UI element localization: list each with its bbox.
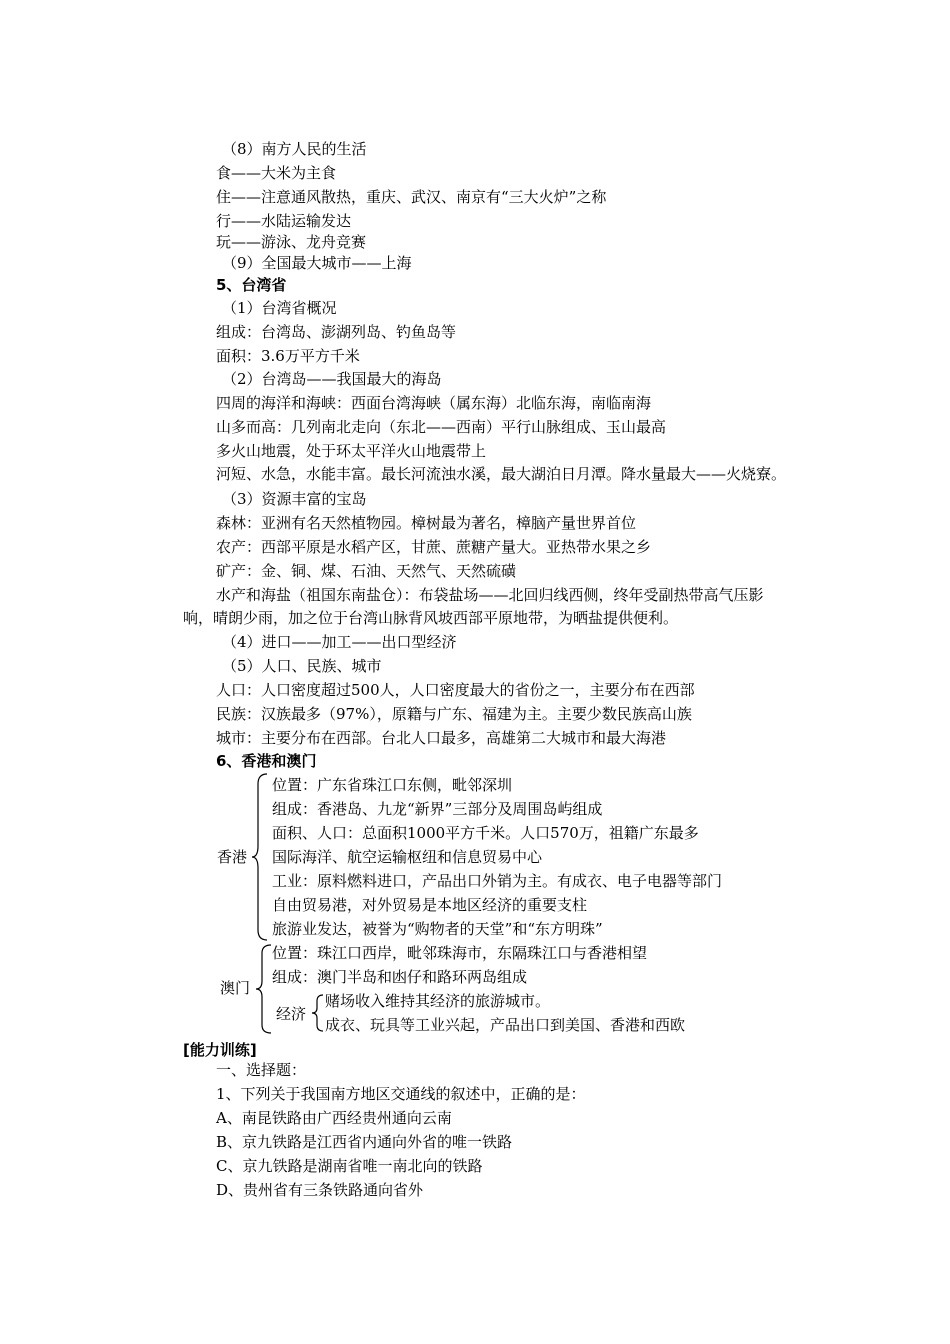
text-line: 森林：亚洲有名天然植物园。樟树最为著名，樟脑产量世界首位 — [216, 514, 637, 532]
hk-brace — [252, 772, 272, 942]
text-line: 住——注意通风散热，重庆、武汉、南京有“三大火炉”之称 — [216, 188, 607, 206]
subsection-heading: （2）台湾岛——我国最大的海岛 — [222, 370, 442, 388]
taiwan-heading: 5、台湾省 — [216, 276, 287, 294]
hk-item: 旅游业发达，被誉为“购物者的天堂”和“东方明珠” — [272, 920, 603, 938]
section-heading: （8）南方人民的生活 — [222, 140, 367, 158]
subsection-heading: （1）台湾省概况 — [222, 299, 337, 317]
text-line: 民族：汉族最多（97%），原籍与广东、福建为主。主要少数民族高山族 — [216, 705, 692, 723]
hk-item: 面积、人口：总面积1000平方千米。人口570万，祖籍广东最多 — [272, 824, 699, 842]
economy-label: 经济 — [276, 1005, 307, 1023]
hk-item: 国际海洋、航空运输枢纽和信息贸易中心 — [272, 848, 543, 866]
question: 1、下列关于我国南方地区交通线的叙述中，正确的是： — [216, 1085, 586, 1103]
subsection-heading: （5）人口、民族、城市 — [222, 657, 382, 675]
text-line: 河短、水急，水能丰富。最长河流浊水溪，最大湖泊日月潭。降水量最大——火烧寮。 — [216, 465, 787, 483]
economy-brace — [312, 993, 326, 1033]
text-line: 城市：主要分布在西部。台北人口最多，高雄第二大城市和最大海港 — [216, 729, 667, 747]
text-line: 行——水陆运输发达 — [216, 212, 352, 230]
hk-item: 自由贸易港，对外贸易是本地区经济的重要支柱 — [272, 896, 588, 914]
text-line: 人口：人口密度超过500人，人口密度最大的省份之一，主要分布在西部 — [216, 681, 695, 699]
text-line: 食——大米为主食 — [216, 164, 337, 182]
hk-item: 工业：原料燃料进口，产品出口外销为主。有成衣、电子电器等部门 — [272, 872, 723, 890]
text-line: 玩——游泳、龙舟竞赛 — [216, 233, 367, 251]
text-line: 面积：3.6万平方千米 — [216, 347, 360, 365]
macau-item: 位置：珠江口西岸，毗邻珠海市，东隔珠江口与香港相望 — [272, 944, 648, 962]
subsection-heading: （3）资源丰富的宝岛 — [222, 490, 367, 508]
text-line: 多火山地震，处于环太平洋火山地震带上 — [216, 442, 487, 460]
macau-label: 澳门 — [220, 979, 251, 997]
text-line: 山多而高：几列南北走向（东北——西南）平行山脉组成、玉山最高 — [216, 418, 667, 436]
answer-option: C、京九铁路是湖南省唯一南北向的铁路 — [216, 1157, 483, 1175]
text-line: 组成：台湾岛、澎湖列岛、钓鱼岛等 — [216, 323, 457, 341]
economy-item: 成衣、玩具等工业兴起，产品出口到美国、香港和西欧 — [325, 1016, 686, 1034]
text-line: 矿产：金、铜、煤、石油、天然气、天然硫磺 — [216, 562, 517, 580]
subsection-heading: （4）进口——加工——出口型经济 — [222, 633, 457, 651]
answer-option: A、南昆铁路由广西经贵州通向云南 — [216, 1109, 452, 1127]
training-heading: [能力训练] — [183, 1041, 257, 1059]
answer-option: B、京九铁路是江西省内通向外省的唯一铁路 — [216, 1133, 513, 1151]
hk-item: 组成：香港岛、九龙“新界”三部分及周围岛屿组成 — [272, 800, 603, 818]
answer-option: D、贵州省有三条铁路通向省外 — [216, 1181, 424, 1199]
exercise-part: 一、选择题： — [216, 1061, 307, 1079]
economy-item: 赌场收入维持其经济的旅游城市。 — [325, 992, 551, 1010]
hk-item: 位置：广东省珠江口东侧，毗邻深圳 — [272, 776, 513, 794]
hkmacau-heading: 6、香港和澳门 — [216, 752, 317, 770]
section-heading: （9）全国最大城市——上海 — [222, 254, 412, 272]
text-line: 四周的海洋和海峡：西面台湾海峡（属东海）北临东海，南临南海 — [216, 394, 652, 412]
text-line: 水产和海盐（祖国东南盐仓）：布袋盐场——北回归线西侧，终年受副热带高气压影 — [216, 586, 764, 604]
text-line: 农产：西部平原是水稻产区，甘蔗、蔗糖产量大。亚热带水果之乡 — [216, 538, 652, 556]
macau-item: 组成：澳门半岛和凼仔和路环两岛组成 — [272, 968, 528, 986]
text-line: 响，晴朗少雨，加之位于台湾山脉背风坡西部平原地带，为晒盐提供便利。 — [183, 609, 679, 627]
hk-label: 香港 — [217, 848, 248, 866]
